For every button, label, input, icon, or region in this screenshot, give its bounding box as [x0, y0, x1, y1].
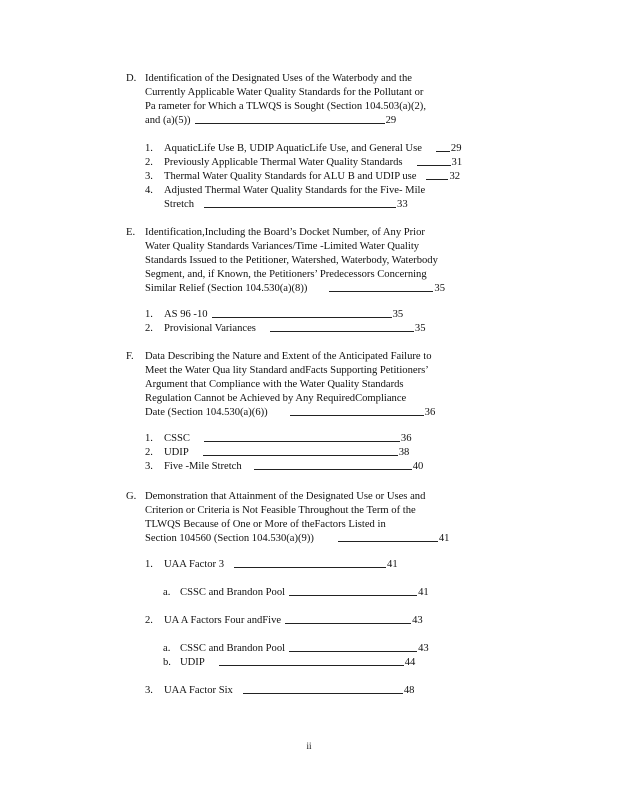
- page-number: 29: [450, 143, 462, 154]
- item-number: 3.: [145, 461, 153, 472]
- item-number: 1.: [145, 433, 153, 444]
- heading-line-text: Section 104560 (Section 104.530(a)(9)): [145, 533, 314, 544]
- dot-leader: [329, 291, 433, 292]
- heading-line: Argument that Compliance with the Water Quality Standards: [145, 379, 404, 390]
- item-label: UAA Factor 3: [164, 559, 225, 570]
- item-number: 1.: [145, 143, 153, 154]
- item-label: Five -Mile Stretch: [164, 461, 242, 472]
- heading-line: Regulation Cannot be Achieved by Any RequiredCompliance: [145, 393, 407, 404]
- page-number: 31: [451, 157, 463, 168]
- item-label: Stretch: [164, 199, 195, 210]
- item-label: UAA Factor Six: [164, 685, 233, 696]
- toc-item: [145, 308, 403, 322]
- heading-line: Meet the Water Qua lity Standard andFacts Supporting Petitioners’: [145, 365, 429, 376]
- heading-line: Criterion or Criteria is Not Feasible Throughout the Term of the: [145, 505, 416, 516]
- item-label: UDIP: [164, 447, 189, 458]
- heading-line: Water Quality Standards Variances/Time -Limited Water Quality: [145, 241, 420, 252]
- heading-line-last: [145, 282, 485, 296]
- section-heading: [145, 72, 485, 128]
- item-number: 3.: [145, 685, 153, 696]
- heading-line: Identification of the Designated Uses of the Waterbody and the: [145, 73, 412, 84]
- dot-leader: [212, 317, 392, 318]
- heading-line-text: Similar Relief (Section 104.530(a)(8)): [145, 283, 308, 294]
- heading-line-last: [145, 406, 485, 420]
- dot-leader: [254, 469, 412, 470]
- toc-item: [145, 184, 425, 198]
- heading-line: Pa rameter for Which a TLWQS is Sought (Section 104.503(a)(2),: [145, 101, 426, 112]
- toc-item: [145, 322, 426, 336]
- toc-item: [145, 432, 412, 446]
- heading-line: Currently Applicable Water Quality Standards for the Pollutant or: [145, 87, 424, 98]
- page-number: 41: [387, 559, 398, 570]
- item-number: a.: [163, 587, 171, 598]
- item-number: 2.: [145, 157, 153, 168]
- page-number: 32: [449, 171, 461, 182]
- section-letter: F.: [126, 351, 134, 362]
- section-letter: G.: [126, 491, 137, 502]
- page-number: 35: [414, 323, 426, 334]
- page-number: 36: [424, 407, 436, 418]
- item-label: Provisional Variances: [164, 323, 256, 334]
- toc-item: [145, 460, 423, 474]
- item-number: 4.: [145, 185, 153, 196]
- dot-leader: [234, 567, 386, 568]
- page-number: 29: [385, 115, 397, 126]
- dot-leader: [417, 165, 451, 166]
- section-heading: [145, 490, 485, 546]
- heading-line-last: [145, 114, 485, 128]
- dot-leader: [203, 455, 398, 456]
- page-number: 48: [403, 685, 415, 696]
- item-label: CSSC: [164, 433, 190, 444]
- page-number: 41: [438, 533, 450, 544]
- dot-leader: [270, 331, 414, 332]
- dot-leader: [338, 541, 438, 542]
- dot-leader: [204, 441, 400, 442]
- page-number: 43: [418, 643, 429, 654]
- item-number: 3.: [145, 171, 153, 182]
- item-number: 1.: [145, 559, 153, 570]
- page-number: 40: [412, 461, 424, 472]
- item-number: a.: [163, 643, 171, 654]
- page-footer-number: ii: [306, 741, 312, 751]
- item-label: Previously Applicable Thermal Water Quality Standards: [164, 157, 403, 168]
- heading-line-text: and (a)(5)): [145, 115, 191, 126]
- page-number: 38: [398, 447, 410, 458]
- item-label: UA A Factors Four andFive: [164, 615, 282, 626]
- dot-leader: [426, 179, 448, 180]
- section-heading: [145, 350, 485, 420]
- toc-item: [145, 558, 398, 572]
- page-number: 36: [400, 433, 412, 444]
- toc-item: [145, 446, 409, 460]
- dot-leader: [195, 123, 385, 124]
- heading-line: TLWQS Because of One or More of theFactors Listed in: [145, 519, 386, 530]
- toc-item: [145, 142, 462, 156]
- heading-line: Identification,Including the Board’s Docket Number, of Any Prior: [145, 227, 425, 238]
- item-number: 2.: [145, 447, 153, 458]
- item-label: UDIP: [180, 657, 205, 668]
- item-label: AS 96 -10: [164, 309, 208, 320]
- dot-leader: [219, 665, 404, 666]
- item-number: 1.: [145, 309, 153, 320]
- item-label: Thermal Water Quality Standards for ALU B and UDIP use: [164, 171, 417, 182]
- dot-leader: [289, 595, 417, 596]
- page-number: 33: [397, 199, 408, 210]
- dot-leader: [243, 693, 403, 694]
- dot-leader: [436, 151, 450, 152]
- dot-leader: [290, 415, 424, 416]
- item-number: b.: [163, 657, 171, 668]
- page-number: 35: [434, 283, 445, 294]
- heading-line-text: Date (Section 104.530(a)(6)): [145, 407, 268, 418]
- section-letter: D.: [126, 73, 137, 84]
- item-label: Adjusted Thermal Water Quality Standards for the Five- Mile: [164, 185, 426, 196]
- page-number: 43: [412, 615, 423, 626]
- toc-item: [145, 614, 423, 628]
- page-number: 44: [404, 657, 416, 668]
- item-number: 2.: [145, 323, 153, 334]
- toc-subitem: [163, 642, 429, 656]
- toc-item-continued: [164, 198, 408, 212]
- heading-line-last: [145, 532, 485, 546]
- heading-line: Standards Issued to the Petitioner, Watershed, Waterbody, Waterbody: [145, 255, 438, 266]
- heading-line: Segment, and, if Known, the Petitioners’ Predecessors Concerning: [145, 269, 427, 280]
- item-label: CSSC and Brandon Pool: [180, 587, 286, 598]
- dot-leader: [285, 623, 411, 624]
- item-label: CSSC and Brandon Pool: [180, 643, 286, 654]
- page-number: 35: [392, 309, 404, 320]
- item-number: 2.: [145, 615, 153, 626]
- toc-item: [145, 170, 460, 184]
- item-label: AquaticLife Use B, UDIP AquaticLife Use, and General Use: [164, 143, 422, 154]
- dot-leader: [289, 651, 417, 652]
- toc-subitem: [163, 586, 429, 600]
- page-number: 41: [418, 587, 429, 598]
- toc-item: [145, 156, 462, 170]
- toc-item: [145, 684, 414, 698]
- dot-leader: [204, 207, 396, 208]
- toc-subitem: [163, 656, 415, 670]
- heading-line: Data Describing the Nature and Extent of the Anticipated Failure to: [145, 351, 432, 362]
- section-heading: [145, 226, 485, 296]
- heading-line: Demonstration that Attainment of the Designated Use or Uses and: [145, 491, 426, 502]
- section-letter: E.: [126, 227, 136, 238]
